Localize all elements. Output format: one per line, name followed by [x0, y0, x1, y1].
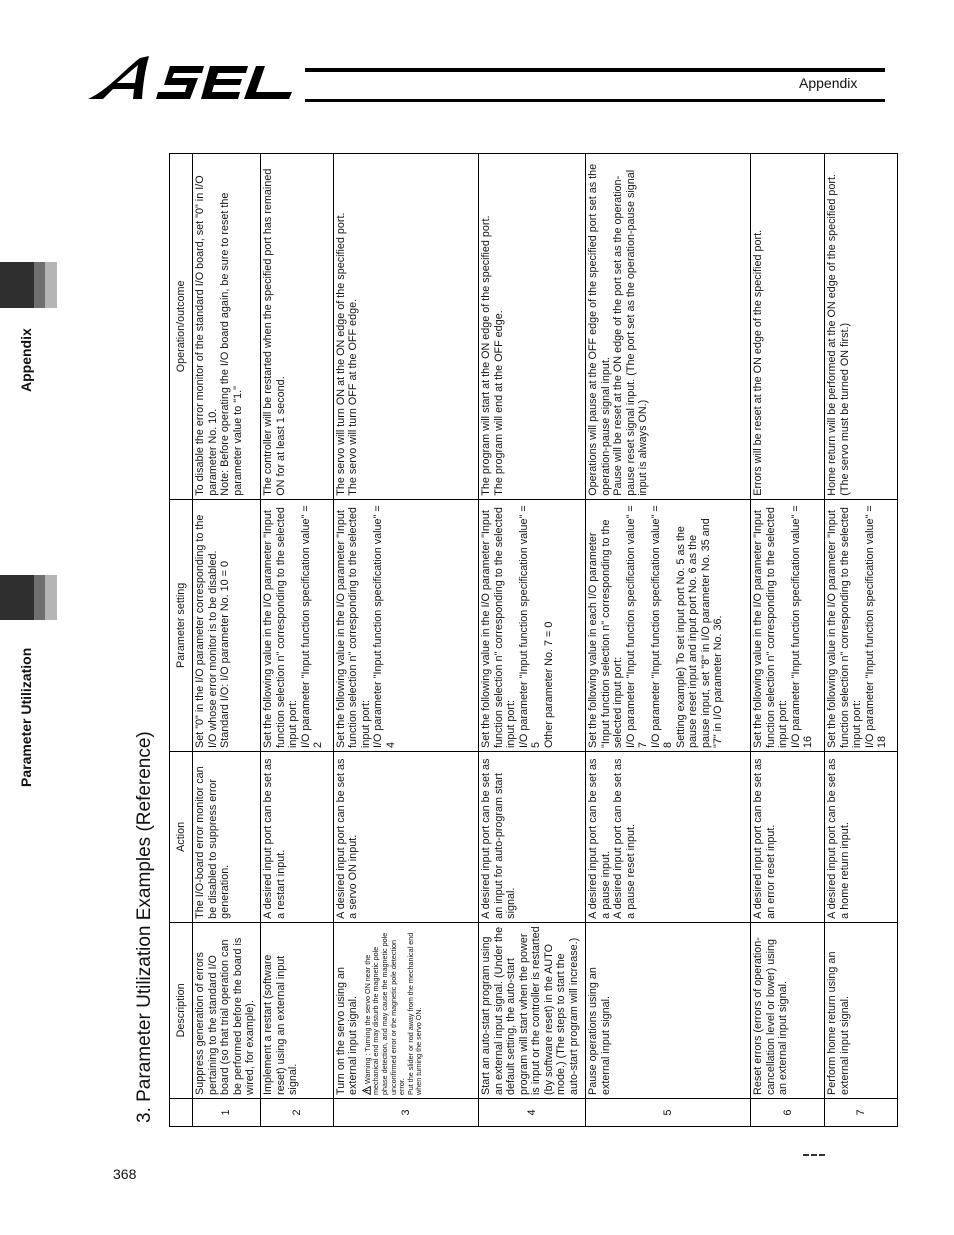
row-parameter: Set the following value in the I/O parameter "Input function selection n" corresponding to the selected input port: I/O parameter "Input function specification value" = 2 — [261, 499, 334, 751]
row-number: 3 — [333, 1098, 478, 1126]
header-parameter-setting: Parameter setting — [170, 499, 193, 751]
row-outcome: Home return will be performed at the ON edge of the specified port. (The servo must be turned ON first.) — [825, 154, 898, 500]
header-action: Action — [170, 751, 193, 922]
row-number: 5 — [586, 1098, 751, 1126]
row-outcome: Operations will pause at the OFF edge of the specified port set as the operation-pause signal input. Pause will be reset at the ON edge of the port set as the operation-pause reset signal input. (The port set as the operation-pause signal input is always ON.) — [586, 154, 751, 500]
table-row — [193, 154, 261, 1127]
row-number: 7 — [825, 1098, 898, 1126]
header-description: Description — [170, 922, 193, 1098]
row-description: Start an auto-start program using an external input signal. (Under the default setting, the auto-start program will start when the power is input or the controller is restarted (by software reset) in the AUTO mode.) (The steps to start the auto-start program will increase.) — [479, 922, 586, 1098]
header-section-label: Appendix — [799, 75, 858, 91]
row-outcome: To disable the error monitor of the standard I/O board, set "0" in I/O parameter No. 10. Note: Before operating the I/O board again, be sure to reset the parameter value to "1." — [193, 154, 261, 500]
row-description: Turn on the servo using an external input signal. — [334, 966, 360, 1095]
row-parameter: Set "0" in the I/O parameter corresponding to the I/O whose error monitor is to be disabled. Standard I/O: I/O parameter No. 10 = 0 — [193, 499, 261, 751]
side-label-appendix: Appendix — [18, 328, 34, 392]
row-parameter: Set the following value in the I/O parameter "Input function selection n" corresponding to the selected input port: I/O parameter "Input function specification value" = 4 — [333, 499, 478, 751]
row-action: A desired input port can be set as an error reset input. — [751, 751, 825, 922]
page-number: 368 — [113, 1166, 137, 1182]
row-outcome: Errors will be reset at the ON edge of the specified port. — [751, 154, 825, 500]
table-row — [586, 154, 751, 1127]
row-outcome: The servo will turn ON at the ON edge of the specified port. The servo will turn OFF at the OFF edge. — [333, 154, 478, 500]
row-parameter: Set the following value in the I/O parameter "Input function selection n" corresponding to the selected input port: I/O parameter "Input function specification value" = 5 Other parameter No. 7 = 0 — [479, 499, 586, 751]
row-description-cell — [333, 922, 478, 1098]
side-label-parameter-utilization: Parameter Utilization — [18, 647, 34, 787]
header-rule-top — [305, 68, 885, 72]
row-number: 1 — [193, 1098, 261, 1126]
warning-icon — [362, 1086, 371, 1095]
row-description: Implement a restart (software reset) using an external input signal. — [261, 922, 334, 1098]
table-row — [479, 154, 586, 1127]
row-action: A desired input port can be set as a pause input. A desired input port can be set as a pause reset input. — [586, 751, 751, 922]
table-row — [751, 154, 825, 1127]
row-description: Reset errors (errors of operation-cancellation level or lower) using an external input signal. — [751, 922, 825, 1098]
table-row — [261, 154, 334, 1127]
row-description: Perform home return using an external input signal. — [825, 922, 898, 1098]
row-number: 2 — [261, 1098, 334, 1126]
row-outcome: The program will start at the ON edge of the specified port. The program will end at the OFF edge. — [479, 154, 586, 500]
header-operation-outcome: Operation/outcome — [170, 154, 193, 500]
row-parameter: Set the following value in the I/O parameter "Input function selection n" corresponding to the selected input port: I/O parameter "Input function specification value" = 18 — [825, 499, 898, 751]
row-number: 6 — [751, 1098, 825, 1126]
row-action: A desired input port can be set as a restart input. — [261, 751, 334, 922]
section-title: 3. Parameter Utilization Examples (Reference) — [134, 731, 155, 1123]
row-parameter: Set the following value in each I/O parameter "Input function selection n" corresponding to the selected input port: I/O parameter "Input function specification value" = 7 I/O parameter "Input function specification value" = 8 Setting example) To set input port No. 5 as the pause reset input and input port No. 6 as the pause input, set "8" in I/O parameter No. 35 and "7" in I/O parameter No. 36. — [586, 499, 751, 751]
warning-text: Warning : Turning the servo ON near the mechanical end may disturb the magnetic pole phase detection, and may cause the magnetic pole unconfirmed error or the magnetic pole detection error. Put the slider or rod away from the mechanical end when turning the servo ON. — [362, 932, 424, 1095]
header-no — [170, 1098, 193, 1126]
row-description: Pause operations using an external input signal. — [586, 922, 751, 1098]
side-tab-parameter-marker — [0, 575, 57, 620]
row-number: 4 — [479, 1098, 586, 1126]
table-row — [825, 154, 898, 1127]
row-parameter: Set the following value in the I/O parameter "Input function selection n" corresponding to the selected input port: I/O parameter "Input function specification value" = 16 — [751, 499, 825, 751]
row-action: A desired input port can be set as an input for auto-program start signal. — [479, 751, 586, 922]
parameter-examples-table — [169, 153, 898, 1127]
warning-note — [362, 926, 424, 1095]
table-row — [333, 154, 478, 1127]
row-action: A desired input port can be set as a home return input. — [825, 751, 898, 922]
cropped-text-fragment — [803, 1152, 827, 1158]
row-action: The I/O-board error monitor can be disabled to suppress error generation. — [193, 751, 261, 922]
row-outcome: The controller will be restarted when the specified port has remained ON for at least 1 second. — [261, 154, 334, 500]
side-tab-appendix-marker — [0, 262, 57, 308]
parameter-examples-table-wrapper — [169, 153, 898, 1127]
row-action: A desired input port can be set as a servo ON input. — [333, 751, 478, 922]
table-header-row — [170, 154, 193, 1127]
row-description: Suppress generation of errors pertaining to the standard I/O board (so that trial operation can be performed before the board is wired, for example). — [193, 922, 261, 1098]
asel-logo — [86, 52, 316, 102]
header-rule-bottom — [305, 99, 885, 102]
